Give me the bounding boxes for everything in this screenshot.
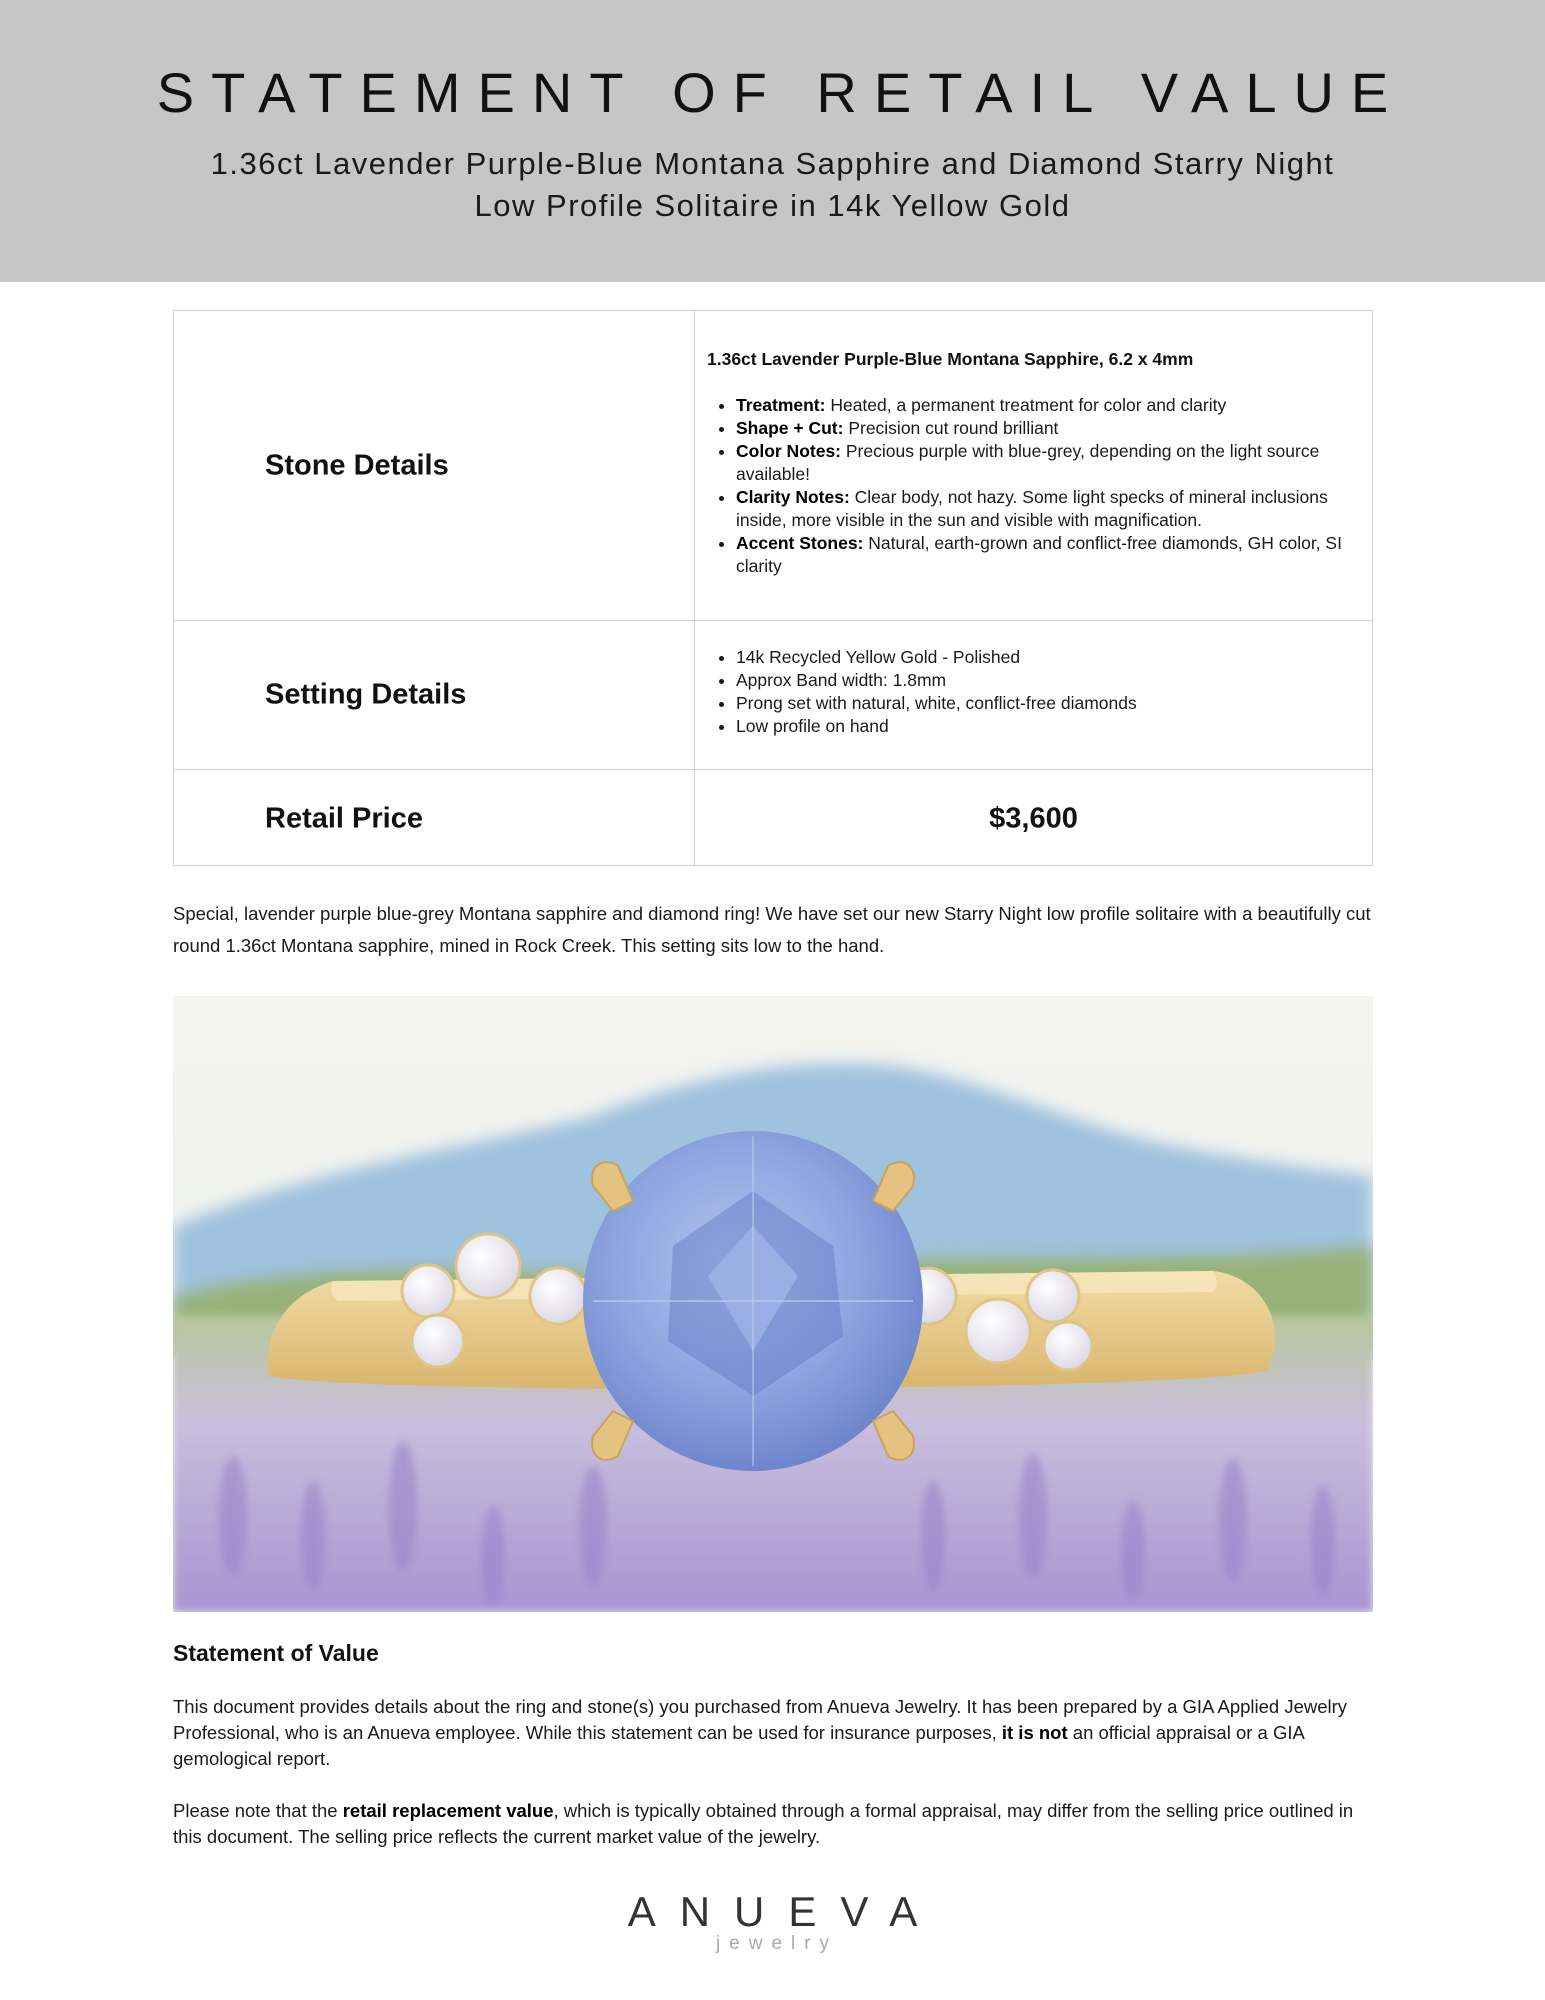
list-item: [736, 532, 1358, 578]
emphasis-text: it is not: [1001, 1722, 1068, 1743]
list-item: • Approx Band width: 1.8mm: [736, 669, 1358, 692]
list-item: • 14k Recycled Yellow Gold - Polished: [736, 646, 1358, 669]
setting-details-content: [695, 621, 1372, 769]
retail-price-row: [174, 770, 1372, 867]
setting-details-label-cell: [174, 621, 695, 769]
emphasis-text: retail replacement value: [342, 1800, 554, 1821]
list-item-value: Precious purple with blue-grey, depending on the light source available!: [736, 441, 1320, 484]
list-item: [736, 486, 1358, 532]
list-item-key: Color Notes:: [736, 441, 841, 461]
text-run: This document provides details about the ring and stone(s) you purchased from Anueva Jewelry. It has been prepared by a GIA Applied Jewelry Professional, who is an Anueva employee. While this statement can be used for insurance purposes,: [173, 1696, 1348, 1743]
ring-photo: [173, 996, 1373, 1612]
logo-brand: ANUEVA: [627, 1888, 942, 1935]
stone-details-row: [174, 311, 1372, 621]
list-item-value: Precision cut round brilliant: [843, 418, 1059, 438]
stone-heading: 1.36ct Lavender Purple-Blue Montana Sapphire, 6.2 x 4mm: [707, 349, 1194, 369]
text-run: , which is typically obtained through a formal appraisal, may differ from the selling price outlined in this document. The selling price reflects the current market value of the jewelry.: [173, 1800, 1354, 1847]
header-banner: [0, 0, 1545, 282]
document-title: STATEMENT OF RETAIL VALUE: [156, 61, 1406, 124]
anueva-logo: [0, 1890, 1545, 1954]
setting-details-label: Setting Details: [265, 678, 467, 711]
list-item-key: Accent Stones:: [736, 533, 864, 553]
text-run: an official appraisal or a GIA gemological report.: [173, 1722, 1304, 1769]
setting-details-list: [707, 646, 1358, 738]
stone-details-list: [707, 394, 1358, 578]
retail-price-label-cell: [174, 770, 695, 867]
stone-details-label: Stone Details: [265, 449, 449, 481]
list-item-value: Heated, a permanent treatment for color and clarity: [825, 395, 1227, 415]
list-item-key: Shape + Cut:: [736, 418, 844, 438]
statement-paragraph-1: [173, 1694, 1373, 1772]
text-run: Please note that the: [173, 1800, 343, 1821]
list-item: [736, 417, 1358, 440]
logo-subtitle: jewelry: [715, 1933, 839, 1954]
statement-paragraph-2: [173, 1798, 1373, 1850]
retail-price-value: $3,600: [989, 802, 1078, 834]
setting-details-row: [174, 621, 1372, 770]
list-item-value: Clear body, not hazy. Some light specks of mineral inclusions inside, more visible in the sun and visible with magnification.: [736, 487, 1328, 530]
center-sapphire: [583, 1131, 923, 1471]
list-item: • Prong set with natural, white, conflict-free diamonds: [736, 692, 1358, 715]
stone-details-label-cell: [174, 311, 695, 620]
intro-paragraph: Special, lavender purple blue-grey Montana sapphire and diamond ring! We have set our new Starry Night low profile solitaire with a beautifully cut round 1.36ct Montana sapphire, mined in Rock Creek. This setting sits low to the hand.: [173, 903, 1371, 956]
list-item: [736, 440, 1358, 486]
list-item-key: Treatment:: [736, 395, 826, 415]
retail-price-label: Retail Price: [265, 802, 423, 834]
stone-details-content: [695, 311, 1372, 620]
document-subtitle: 1.36ct Lavender Purple-Blue Montana Sapphire and Diamond Starry Night Low Profile Solitaire in 14k Yellow Gold: [210, 146, 1335, 223]
retail-price-content: [695, 770, 1372, 867]
statement-heading: Statement of Value: [173, 1640, 379, 1666]
list-item: • Low profile on hand: [736, 715, 1358, 738]
details-table: [173, 310, 1373, 866]
list-item-key: Clarity Notes:: [736, 487, 850, 507]
list-item-value: Natural, earth-grown and conflict-free diamonds, GH color, SI clarity: [736, 533, 1342, 576]
list-item: [736, 394, 1358, 417]
